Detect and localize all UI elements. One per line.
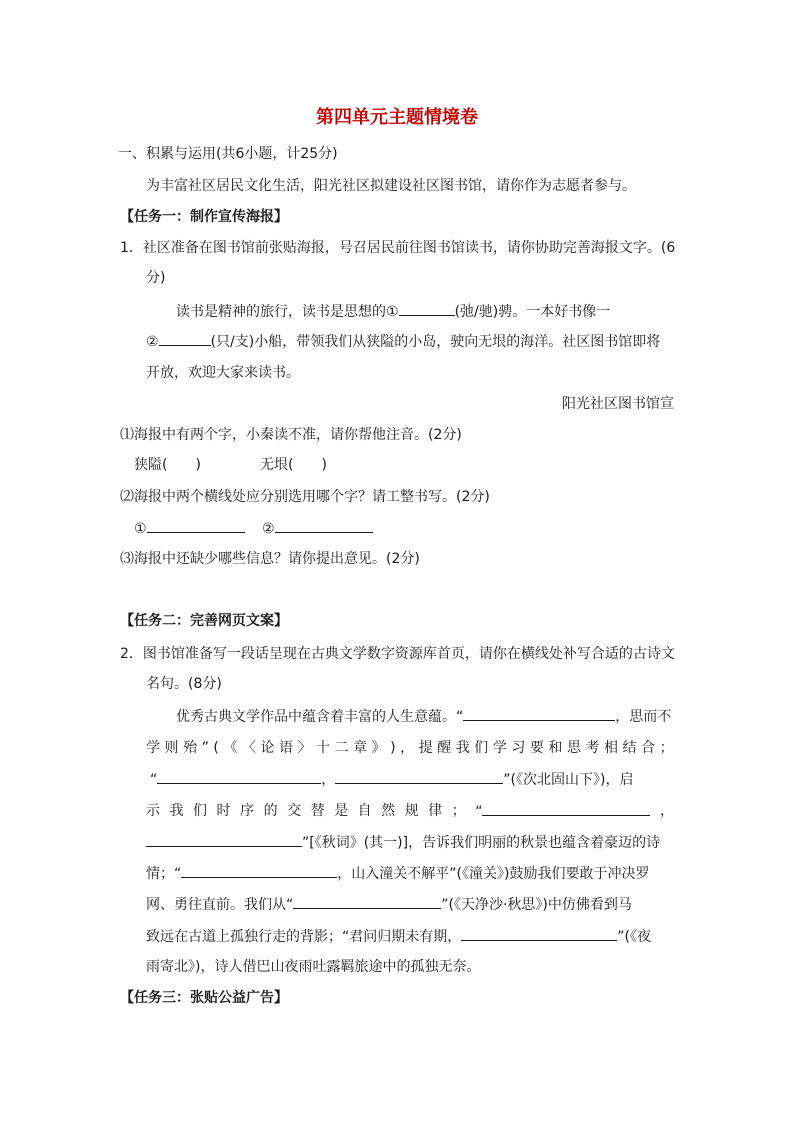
char: 学 (146, 740, 160, 756)
q2-prompt-line1: 2．图书馆准备写一段话呈现在古典文学数字资源库首页，请你在横线处补写合适的古诗文 (120, 646, 675, 662)
answer-line-2 (262, 518, 373, 539)
char: 是 (334, 803, 349, 819)
char: ， (400, 740, 415, 756)
quote-mark: “ (475, 804, 483, 820)
poster-text: 读书是精神的旅行，读书是思想的① (176, 304, 399, 320)
char: ； (659, 740, 674, 756)
answer-blank[interactable] (335, 769, 503, 784)
para-text (475, 801, 650, 822)
char: 论 (260, 740, 275, 756)
char: 〈 (241, 740, 256, 756)
q2-para-line8 (146, 926, 651, 947)
char: 语 (278, 740, 293, 756)
answer-blank[interactable] (461, 926, 617, 941)
char: 律 (428, 803, 443, 819)
char: 章 (353, 740, 368, 756)
para-text: ”(《天净沙·秋思》)中仿佛看到马 (441, 897, 632, 913)
para-text: 致远在古道上孤独行走的背影；“君问归期未有期， (146, 929, 462, 945)
answer-blank[interactable] (146, 832, 302, 847)
para-text: ， (321, 772, 336, 788)
intro-text: 为丰富社区居民文化生活，阳光社区拟建设社区图书馆，请你作为志愿者参与。 (146, 178, 636, 194)
task2-heading: 【任务二：完善网页文案】 (120, 613, 288, 629)
para-text: “ (150, 772, 158, 788)
task1-heading: 【任务一：制作宣传海报】 (120, 209, 288, 225)
char: 合 (641, 740, 656, 756)
pinyin-item-2: 无垠( ) (260, 457, 327, 473)
q1-prompt-line1: 1．社区准备在图书馆前张贴海报，号召居民前往图书馆读书，请你协助完善海报文字。(6 (120, 240, 676, 256)
char: 序 (240, 803, 255, 819)
para-text: 优秀古典文学作品中蕴含着丰富的人生意蕴。“ (176, 709, 464, 725)
sub-question-2: ⑵海报中两个横线处应分别选用哪个字？请工整书写。(2分) (120, 489, 490, 505)
char: 们 (193, 803, 208, 819)
char: 替 (310, 803, 325, 819)
char: 《 (223, 740, 238, 756)
char: 交 (287, 803, 302, 819)
char: ( (213, 740, 219, 756)
char: 提 (418, 740, 433, 756)
q2-para-line7 (146, 894, 632, 915)
char: 然 (381, 803, 396, 819)
char: 时 (216, 803, 231, 819)
char: 们 (474, 740, 489, 756)
answer-line-1 (134, 518, 245, 539)
char: 的 (263, 803, 278, 819)
char: 醒 (437, 740, 452, 756)
poster-text: ② (146, 334, 159, 350)
pinyin-item-1: 狭隘( ) (134, 457, 201, 473)
answer-blank[interactable] (159, 331, 211, 346)
char: 二 (334, 740, 349, 756)
answer-blank[interactable] (293, 894, 441, 909)
char: ， (660, 803, 674, 819)
para-text: 情；“ (146, 866, 182, 882)
char: 规 (404, 803, 419, 819)
para-text: ，山入潼关不解平”(《潼关》)鼓励我们要敢于冲决罗 (337, 866, 650, 882)
task3-heading: 【任务三：张贴公益广告】 (120, 990, 288, 1006)
char: 十 (316, 740, 331, 756)
char: 和 (548, 740, 563, 756)
answer-marker: ① (134, 521, 147, 537)
char: ； (451, 803, 466, 819)
q1-prompt-line2: 分) (146, 270, 166, 286)
char: 则 (164, 740, 179, 756)
para-text: ”[《秋词》(其一)]，告诉我们明丽的秋景也蕴含着豪迈的诗 (302, 835, 661, 851)
char: 考 (585, 740, 600, 756)
poster-line1 (176, 301, 610, 322)
para-text: 网、勇往直前。我们从“ (146, 897, 294, 913)
para-text: ，思而不 (615, 709, 672, 725)
page-title: 第四单元主题情境卷 (316, 107, 478, 128)
char: 思 (566, 740, 581, 756)
sub-question-1: ⑴海报中有两个字，小秦读不准，请你帮他注音。(2分) (120, 427, 462, 443)
char: ” (201, 740, 209, 756)
para-text: ”(《次北固山下》)，启 (503, 772, 634, 788)
char: 示 (146, 803, 160, 819)
q2-para-line3 (150, 769, 633, 790)
poster-text: (只/支)小船，带领我们从狭隘的小岛，驶向无垠的海洋。社区图书馆即将 (210, 334, 661, 350)
sub-question-3: ⑶海报中还缺少哪些信息？请你提出意见。(2分) (120, 551, 420, 567)
answer-blank[interactable] (181, 863, 337, 878)
answer-marker: ② (262, 521, 275, 537)
answer-blank[interactable] (463, 706, 615, 721)
para-text: ”(《夜 (617, 929, 651, 945)
char: ) (390, 740, 396, 756)
q2-para-line4 (146, 801, 674, 822)
char: 我 (455, 740, 470, 756)
section-heading: 一、积累与运用(共6小题，计25分) (118, 146, 338, 162)
answer-blank[interactable] (275, 518, 373, 533)
poster-signature: 阳光社区图书馆宣 (562, 396, 674, 412)
char: 结 (622, 740, 637, 756)
char: 我 (169, 803, 184, 819)
q2-para-line6 (146, 863, 649, 884)
char: 学 (492, 740, 507, 756)
poster-line2 (146, 331, 660, 352)
q2-para-line1 (176, 706, 671, 727)
q2-para-line5 (146, 832, 660, 853)
answer-blank[interactable] (147, 518, 245, 533)
poster-text: (弛/驰)骋。一本好书像一 (454, 304, 611, 320)
char: 殆 (183, 740, 198, 756)
q2-para-line2 (146, 738, 674, 758)
answer-blank[interactable] (157, 769, 321, 784)
char: 相 (604, 740, 619, 756)
char: 〉 (297, 740, 312, 756)
char: 》 (371, 740, 386, 756)
char: 习 (511, 740, 526, 756)
answer-blank[interactable] (399, 301, 455, 316)
char: 要 (529, 740, 544, 756)
q2-prompt-line2: 名句。(8分) (146, 676, 222, 692)
q2-para-line9: 雨寄北》)，诗人借巴山夜雨吐露羁旅途中的孤独无奈。 (146, 959, 481, 975)
char: 自 (357, 803, 372, 819)
answer-blank[interactable] (482, 801, 650, 816)
poster-line3: 开放，欢迎大家来读书。 (146, 365, 300, 381)
